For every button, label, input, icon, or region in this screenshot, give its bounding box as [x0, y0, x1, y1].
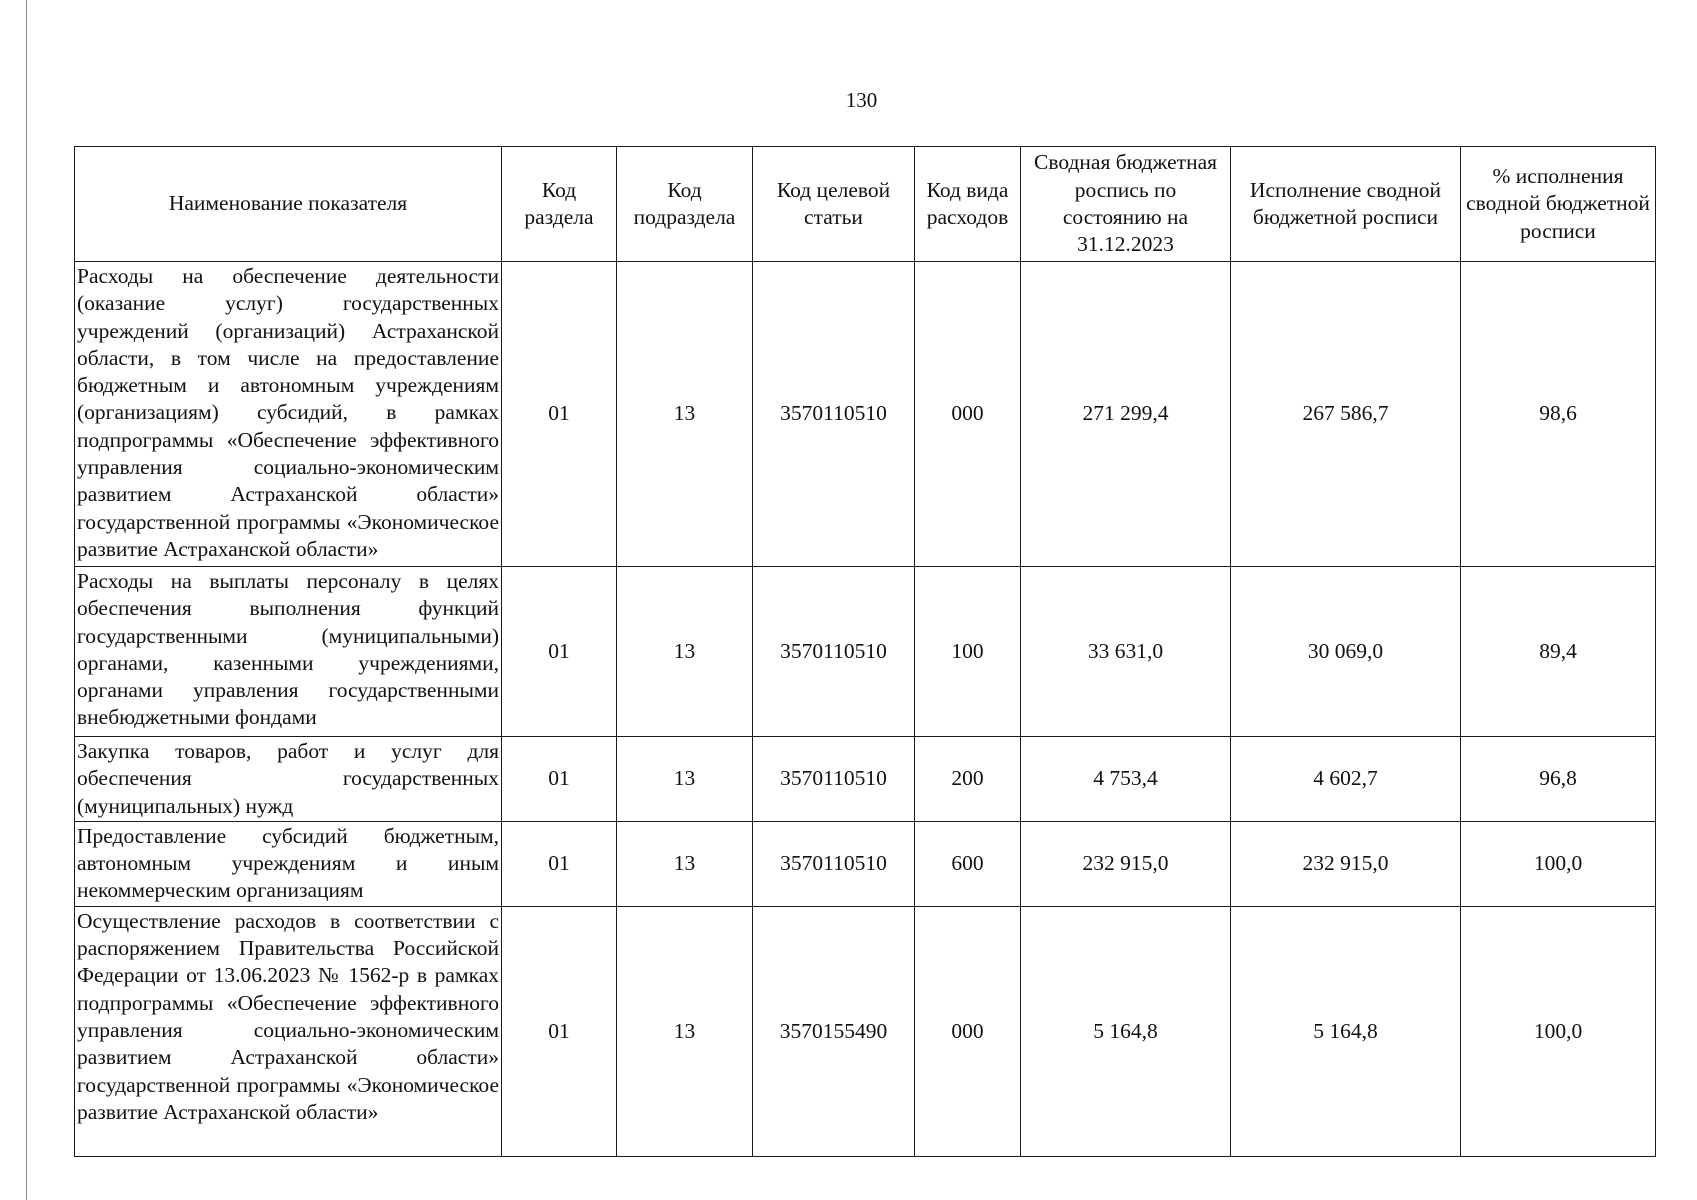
header-subsection-code: Код подраздела — [617, 147, 753, 262]
page-margin-line — [26, 0, 27, 1200]
row-section: 01 — [502, 821, 617, 906]
row-percent: 96,8 — [1461, 737, 1656, 822]
table-header-row — [75, 147, 1656, 262]
row-target: 3570155490 — [753, 906, 915, 1156]
row-consolidated: 4 753,4 — [1021, 737, 1231, 822]
row-target: 3570110510 — [753, 737, 915, 822]
header-section-code: Код раздела — [502, 147, 617, 262]
header-expense-type-code: Код вида расходов — [915, 147, 1021, 262]
row-subsection: 13 — [617, 567, 753, 737]
table-row — [75, 906, 1656, 1156]
row-subsection: 13 — [617, 821, 753, 906]
row-execution: 267 586,7 — [1231, 262, 1461, 567]
header-percent: % исполнения сводной бюджетной росписи — [1461, 147, 1656, 262]
row-name: Расходы на обеспечение деятельности (оказание услуг) государственных учреждений (организаций) Астраханской области, в том числе на предоставление бюджетным и автономным учреждениям (организациям) субсидий, в рамках подпрограммы «Обеспечение эффективного управления социально-экономическим развитием Астраханской области» государственной программы «Экономическое развитие Астраханской области» — [75, 262, 502, 567]
row-consolidated: 33 631,0 — [1021, 567, 1231, 737]
row-type: 000 — [915, 262, 1021, 567]
row-percent: 100,0 — [1461, 821, 1656, 906]
row-subsection: 13 — [617, 906, 753, 1156]
row-type: 200 — [915, 737, 1021, 822]
header-target-code: Код целевой статьи — [753, 147, 915, 262]
row-execution: 4 602,7 — [1231, 737, 1461, 822]
row-execution: 5 164,8 — [1231, 906, 1461, 1156]
row-percent: 100,0 — [1461, 906, 1656, 1156]
header-consolidated-budget: Сводная бюджетная роспись по состоянию на 31.12.2023 — [1021, 147, 1231, 262]
row-section: 01 — [502, 567, 617, 737]
row-type: 000 — [915, 906, 1021, 1156]
row-section: 01 — [502, 906, 617, 1156]
row-execution: 232 915,0 — [1231, 821, 1461, 906]
budget-execution-table — [74, 146, 1656, 1157]
row-percent: 98,6 — [1461, 262, 1656, 567]
row-section: 01 — [502, 262, 617, 567]
row-consolidated: 271 299,4 — [1021, 262, 1231, 567]
row-name: Предоставление субсидий бюджетным, автономным учреждениям и иным некоммерческим организациям — [75, 821, 502, 906]
row-percent: 89,4 — [1461, 567, 1656, 737]
row-name: Расходы на выплаты персоналу в целях обеспечения выполнения функций государственными (муниципальными) органами, казенными учреждениями, органами управления государственными внебюджетными фондами — [75, 567, 502, 737]
table-row — [75, 821, 1656, 906]
row-subsection: 13 — [617, 262, 753, 567]
row-target: 3570110510 — [753, 262, 915, 567]
page-number: 130 — [845, 88, 878, 112]
row-target: 3570110510 — [753, 821, 915, 906]
row-consolidated: 232 915,0 — [1021, 821, 1231, 906]
row-target: 3570110510 — [753, 567, 915, 737]
row-subsection: 13 — [617, 737, 753, 822]
row-type: 100 — [915, 567, 1021, 737]
table-row — [75, 567, 1656, 737]
row-consolidated: 5 164,8 — [1021, 906, 1231, 1156]
row-type: 600 — [915, 821, 1021, 906]
table-row — [75, 737, 1656, 822]
table-row — [75, 262, 1656, 567]
row-section: 01 — [502, 737, 617, 822]
header-execution: Исполнение сводной бюджетной росписи — [1231, 147, 1461, 262]
row-name: Закупка товаров, работ и услуг для обеспечения государственных (муниципальных) нужд — [75, 737, 502, 822]
row-name: Осуществление расходов в соответствии с распоряжением Правительства Российской Федерации от 13.06.2023 № 1562-р в рамках подпрограммы «Обеспечение эффективного управления социально-экономическим развитием Астраханской области» государственной программы «Экономическое развитие Астраханской области» — [75, 906, 502, 1156]
header-name: Наименование показателя — [75, 147, 502, 262]
row-execution: 30 069,0 — [1231, 567, 1461, 737]
